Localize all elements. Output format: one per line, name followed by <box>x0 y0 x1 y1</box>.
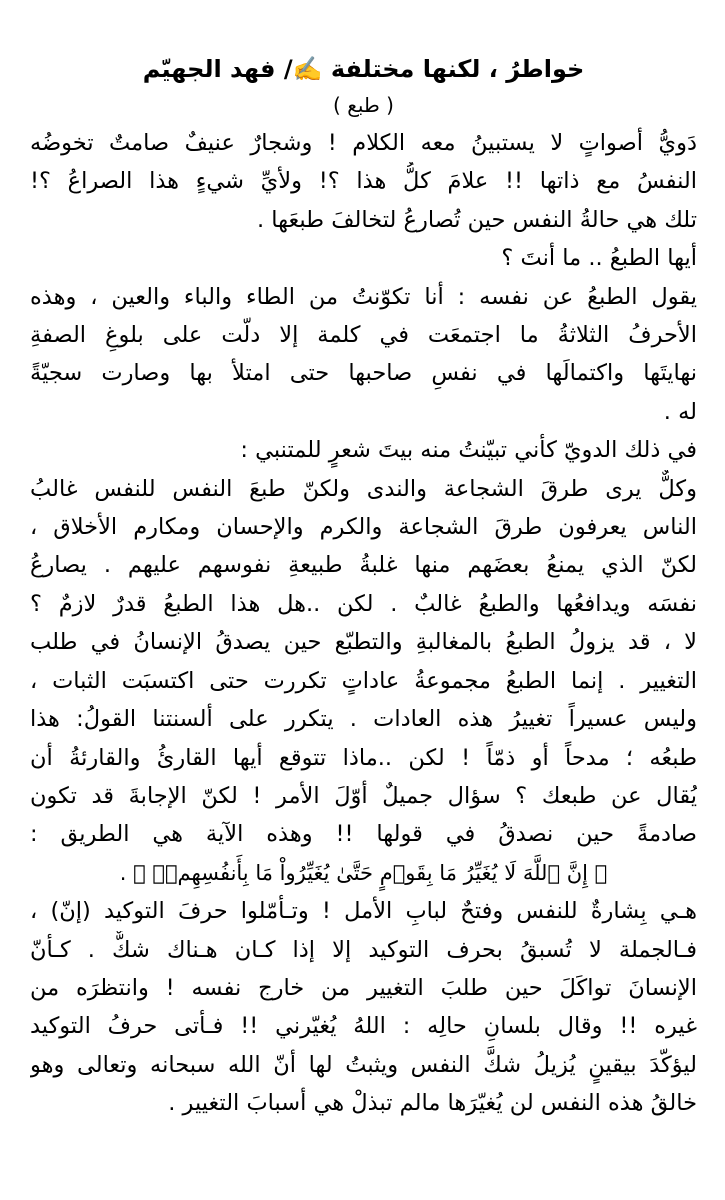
text-line: فـالجملة لا تُسبقُ بحرف التوكيد إلا إذا كـان هـناك شكٌّ . كـأنّ <box>30 936 697 963</box>
text-line: نهايتَها واكتمالَها في نفسِ صاحبها حتى امتلأ بها وصارت سجيّةً <box>30 360 697 387</box>
text-line: له . <box>663 398 697 425</box>
text-line: الأحرفُ الثلاثةُ ما اجتمعَت في كلمة إلا دلّت على بلوغِ الصفةِ <box>30 322 697 349</box>
text-line: يقول الطبعُ عن نفسه : أنا تكوّنتُ من الطاء والباء والعين ، وهذه <box>30 283 697 310</box>
text-line: وكلٌّ يرى طرقَ الشجاعة والندى ولكنّ طبعَ النفس للنفس غالبُ <box>30 475 697 502</box>
text-line: تلك هي حالةُ النفس حين تُصارعُ لتخالفَ طبعَها . <box>256 206 697 233</box>
text-line: الإنسانَ تواكَلَ حين طلبَ التغيير من خارج نفسه ! وانتظرَه من <box>30 974 697 1001</box>
text-line: نفسَه ويدافعُها والطبعُ غالبٌ . لكن ..هل هذا الطبعُ قدرٌ لازمٌ ؟ <box>30 590 697 617</box>
text-line: خالقُ هذه النفس لن يُغيّرَها مالم تبذلْ هي أسبابَ التغيير . <box>168 1090 697 1117</box>
text-line: لا ، قد يزولُ الطبعُ بالمغالبةِ والتطبّع حين يصدقُ الإنسانُ في طلب <box>30 629 697 656</box>
document-subtitle: ( طبع ) <box>333 93 394 117</box>
text-line: صادمةً حين نصدقُ في قولها !! وهذه الآية هي الطريق : <box>30 821 697 848</box>
text-line: أيها الطبعُ .. ما أنتَ ؟ <box>501 245 697 272</box>
text-line: النفسُ مع ذاتها !! علامَ كلُّ هذا ؟! ولأيِّ شيءٍ هذا الصراعُ ؟! <box>30 168 697 195</box>
text-line: ليؤكّدَ بيقينٍ يُزيلُ شكَّ النفس ويثبتُ لها أنّ الله سبحانه وتعالى وهو <box>30 1051 697 1078</box>
text-line: يُقال عن طبعك ؟ سؤال جميلٌ أوّلَ الأمر ! لكنّ الإجابةَ قد تكون <box>30 782 697 809</box>
document-body <box>30 124 697 1123</box>
text-line: الناس يعرفون طرقَ الشجاعة والكرم والإحسان ومكارم الأخلاق ، <box>30 514 697 541</box>
text-line: طبعُه ؛ مدحاً أو ذمّاً ! لكن ..ماذا تتوقع أيها القارئُ والقارئةُ أن <box>30 744 697 771</box>
quran-verse-line: ﴿ إِنَّ ٱللَّهَ لَا يُغَيِّرُ مَا بِقَوۡمٍ حَتَّىٰ يُغَيِّرُواْ مَا بِأَنفُسِهِمۡۗ ﴾ . <box>119 860 608 885</box>
text-line: في ذلك الدويّ كأني تبيّنتُ منه بيتَ شعرٍ للمتنبي : <box>240 437 697 464</box>
text-line: التغيير . إنما الطبعُ مجموعةُ عاداتٍ تكررت حتى اكتسبَت الثبات ، <box>30 667 697 694</box>
text-line: غيره !! وقال بلسانِ حالِه : اللهُ يُغيّرني !! فـأتى حرفُ التوكيد <box>30 1013 697 1040</box>
document-title: خواطرُ ، لكنها مختلفة ✍️/ فهد الجهيّم <box>142 55 585 83</box>
text-line: وليس عسيراً تغييرُ هذه العادات . يتكرر على ألسنتنا القولُ: هذا <box>30 706 697 733</box>
text-line: دَويُّ أصواتٍ لا يستبينُ معه الكلام ! وشجارٌ عنيفٌ صامتٌ تخوضُه <box>30 130 697 156</box>
text-line: لكنّ الذي يمنعُ بعضَهم منها غلبةُ طبيعةِ نفوسهم عليهم . يصارعُ <box>30 552 697 579</box>
text-line: هـي بِشارةٌ للنفس وفتحٌ لبابِ الأمل ! وتـأمّلوا حرفَ التوكيد (إنّ) ، <box>30 898 697 925</box>
